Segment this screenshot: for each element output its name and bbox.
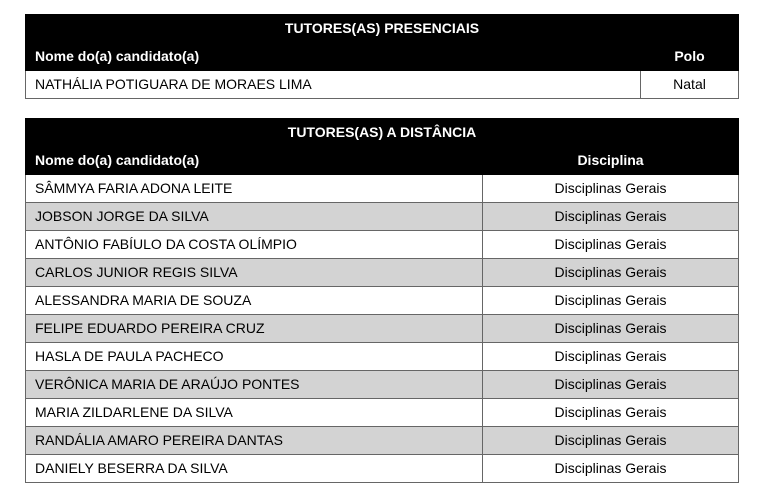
candidate-disciplina: Disciplinas Gerais [483, 203, 739, 231]
table-row [26, 287, 739, 315]
table-row [26, 231, 739, 259]
candidate-name: FELIPE EDUARDO PEREIRA CRUZ [26, 315, 483, 343]
table-row [26, 343, 739, 371]
candidate-disciplina: Disciplinas Gerais [483, 231, 739, 259]
table-title: TUTORES(AS) PRESENCIAIS [26, 15, 739, 42]
candidate-name: MARIA ZILDARLENE DA SILVA [26, 399, 483, 427]
column-header-polo: Polo [641, 42, 739, 71]
candidate-disciplina: Disciplinas Gerais [483, 371, 739, 399]
table-row [26, 427, 739, 455]
candidate-disciplina: Disciplinas Gerais [483, 315, 739, 343]
candidate-disciplina: Disciplinas Gerais [483, 259, 739, 287]
candidate-name: VERÔNICA MARIA DE ARAÚJO PONTES [26, 371, 483, 399]
candidate-disciplina: Disciplinas Gerais [483, 427, 739, 455]
column-header-disciplina: Disciplina [483, 146, 739, 175]
table-row [26, 371, 739, 399]
tutores-distancia-table [25, 118, 739, 483]
candidate-disciplina: Disciplinas Gerais [483, 455, 739, 483]
candidate-name: CARLOS JUNIOR REGIS SILVA [26, 259, 483, 287]
column-header-name: Nome do(a) candidato(a) [26, 42, 641, 71]
table-row [26, 259, 739, 287]
candidate-disciplina: Disciplinas Gerais [483, 399, 739, 427]
candidate-name: NATHÁLIA POTIGUARA DE MORAES LIMA [26, 71, 641, 99]
table-row [26, 455, 739, 483]
candidate-name: JOBSON JORGE DA SILVA [26, 203, 483, 231]
table-row [26, 71, 739, 99]
candidate-name: HASLA DE PAULA PACHECO [26, 343, 483, 371]
candidate-disciplina: Disciplinas Gerais [483, 175, 739, 203]
candidate-disciplina: Disciplinas Gerais [483, 287, 739, 315]
table-row [26, 175, 739, 203]
table-row [26, 399, 739, 427]
table-header-row [26, 146, 739, 175]
table-header-row [26, 42, 739, 71]
table-row [26, 203, 739, 231]
table-title: TUTORES(AS) A DISTÂNCIA [26, 119, 739, 146]
candidate-name: ALESSANDRA MARIA DE SOUZA [26, 287, 483, 315]
candidate-polo: Natal [641, 71, 739, 99]
table-row [26, 315, 739, 343]
candidate-name: ANTÔNIO FABÍULO DA COSTA OLÍMPIO [26, 231, 483, 259]
candidate-disciplina: Disciplinas Gerais [483, 343, 739, 371]
table-title-row [26, 15, 739, 42]
candidate-name: RANDÁLIA AMARO PEREIRA DANTAS [26, 427, 483, 455]
tutores-presenciais-table [25, 14, 739, 99]
column-header-name: Nome do(a) candidato(a) [26, 146, 483, 175]
table-title-row [26, 119, 739, 146]
candidate-name: DANIELY BESERRA DA SILVA [26, 455, 483, 483]
candidate-name: SÂMMYA FARIA ADONA LEITE [26, 175, 483, 203]
